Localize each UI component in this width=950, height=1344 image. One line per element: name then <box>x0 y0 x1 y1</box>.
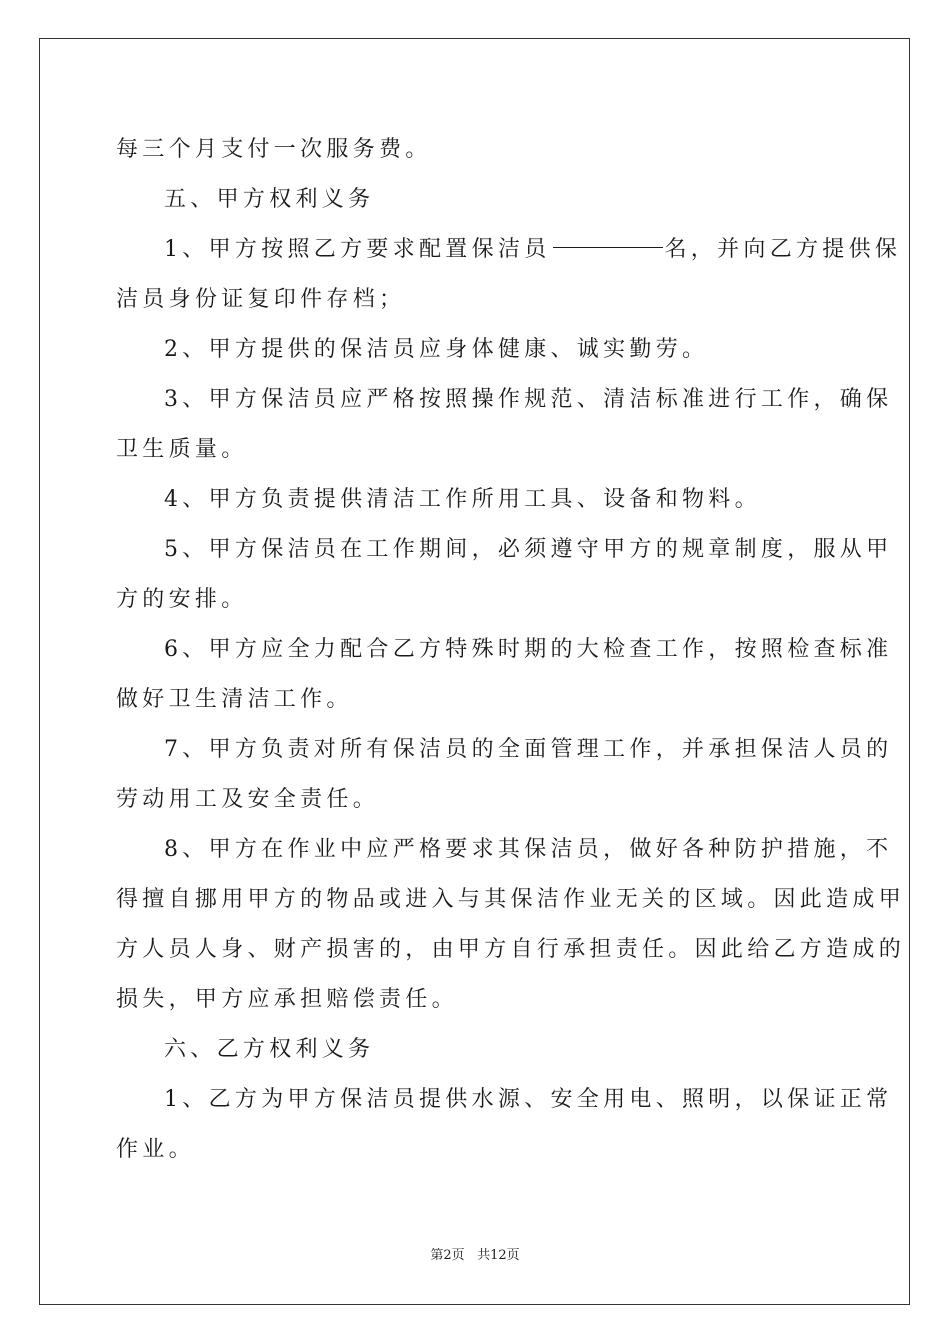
text-line: 方的安排。 <box>116 587 248 612</box>
text-line: 每三个月支付一次服务费。 <box>116 137 432 162</box>
document-body <box>116 125 906 1175</box>
text-segment: 1、甲方按照乙方要求配置保洁员 <box>164 237 551 262</box>
section-heading: 六、乙方权利义务 <box>164 1037 375 1062</box>
text-line: 8、甲方在作业中应严格要求其保洁员，做好各种防护措施，不 <box>164 837 893 862</box>
text-line: 3、甲方保洁员应严格按照操作规范、清洁标准进行工作，确保 <box>164 387 893 412</box>
section-heading: 五、甲方权利义务 <box>164 187 375 212</box>
page-number: 第2页 <box>430 1248 465 1263</box>
text-line: 洁员身份证复印件存档； <box>116 287 406 312</box>
text-segment: 名，并向乙方提供保 <box>664 237 902 262</box>
text-line: 方人员人身、财产损害的，由甲方自行承担责任。因此给乙方造成的 <box>116 937 906 962</box>
text-line: 6、甲方应全力配合乙方特殊时期的大检查工作，按照检查标准 <box>164 637 893 662</box>
text-line: 得擅自挪用甲方的物品或进入与其保洁作业无关的区域。因此造成甲 <box>116 887 906 912</box>
page-total: 共12页 <box>477 1248 520 1263</box>
text-line: 作业。 <box>116 1137 195 1162</box>
text-line: 卫生质量。 <box>116 437 248 462</box>
text-line: 5、甲方保洁员在工作期间，必须遵守甲方的规章制度，服从甲 <box>164 537 893 562</box>
page-footer <box>0 1248 950 1264</box>
text-line: 4、甲方负责提供清洁工作所用工具、设备和物料。 <box>164 487 761 512</box>
text-line: 损失，甲方应承担赔偿责任。 <box>116 987 458 1012</box>
text-line: 7、甲方负责对所有保洁员的全面管理工作，并承担保洁人员的 <box>164 737 893 762</box>
text-line: 1、乙方为甲方保洁员提供水源、安全用电、照明，以保证正常 <box>164 1087 893 1112</box>
text-line: 做好卫生清洁工作。 <box>116 687 353 712</box>
text-line <box>116 225 902 275</box>
fill-in-blank <box>553 247 663 248</box>
text-line: 劳动用工及安全责任。 <box>116 787 380 812</box>
text-line: 2、甲方提供的保洁员应身体健康、诚实勤劳。 <box>164 337 709 362</box>
